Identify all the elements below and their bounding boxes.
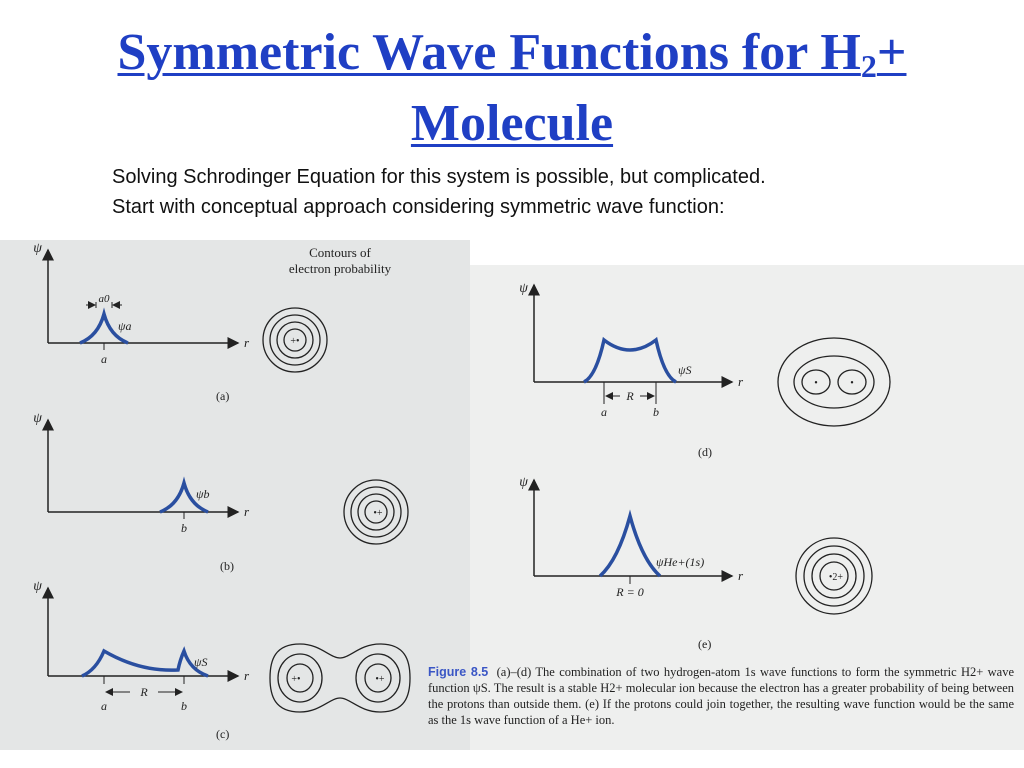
caption-label: Figure 8.5: [428, 665, 489, 679]
panel-c: [33, 579, 410, 741]
panel-b-pos-label: b: [181, 521, 187, 535]
panel-d-r-label: r: [738, 374, 744, 389]
intro-line-1: Solving Schrodinger Equation for this system is possible, but complicated.: [112, 166, 766, 188]
panel-e: [519, 475, 872, 651]
panel-e-sep-label: R = 0: [616, 585, 644, 599]
panel-d: [519, 281, 890, 459]
panel-a: [33, 241, 327, 403]
contours-heading-2: electron probability: [288, 261, 392, 276]
panel-e-psi-label: ψ: [519, 475, 528, 490]
intro-text: [112, 162, 766, 222]
panel-c-sep-label: R: [140, 685, 148, 699]
panel-e-curve: [600, 516, 660, 576]
panel-d-contours: [778, 338, 890, 426]
panel-c-tag: (c): [216, 727, 230, 741]
svg-text:•: •: [814, 378, 818, 389]
panel-b-curve-label: ψb: [196, 487, 210, 501]
panel-d-psi-label: ψ: [519, 281, 528, 296]
panel-a-proton: +•: [290, 336, 300, 347]
panel-b-r-label: r: [244, 504, 250, 519]
panel-d-curve: [584, 340, 676, 382]
contours-heading-1: Contours of: [309, 245, 371, 260]
panel-e-r-label: r: [738, 568, 744, 583]
panel-b-tag: (b): [220, 559, 234, 573]
panel-d-pos-a: a: [601, 405, 607, 419]
title-line-1: Symmetric Wave Functions for $H_2+$: [117, 24, 907, 84]
panel-e-tag: (e): [698, 637, 712, 651]
panel-c-curve: [82, 651, 208, 676]
svg-text:•+: •+: [375, 674, 385, 685]
figure-caption: [428, 664, 1014, 728]
caption-text: (a)–(d) The combination of two hydrogen-atom 1s wave functions to form the symmetric H2+ wave function ψS. The result is a stable H2+ molecular ion because the electron has a greater probability of being between the protons than outside them. (e) If the protons could join together, the resulting wave function would be the same as the 1s wave function of a He+ ion.: [428, 665, 1015, 727]
panel-d-pos-b: b: [653, 405, 659, 419]
panel-d-sep-label: R: [626, 389, 634, 403]
slide-title: [0, 24, 1024, 153]
panel-b-proton: •+: [373, 508, 383, 519]
figure-8-5: [0, 240, 1024, 760]
panel-a-tag: (a): [216, 389, 230, 403]
intro-line-2: Start with conceptual approach considering symmetric wave function:: [112, 196, 725, 218]
panel-b-psi-label: ψ: [33, 411, 42, 426]
svg-text:+•: +•: [291, 674, 301, 685]
panel-a-pos-label: a: [101, 352, 107, 366]
panel-c-pos-b: b: [181, 699, 187, 713]
svg-text:•: •: [850, 378, 854, 389]
panel-c-curve-label: ψS: [194, 655, 208, 669]
panel-c-r-label: r: [244, 668, 250, 683]
panel-a-width-label: a0: [98, 293, 110, 305]
panel-d-tag: (d): [698, 445, 712, 459]
panel-c-psi-label: ψ: [33, 579, 42, 594]
panel-a-psi-label: ψ: [33, 241, 42, 256]
panel-a-curve-label: ψa: [118, 319, 132, 333]
title-line-2: Molecule: [410, 95, 614, 152]
panel-a-r-label: r: [244, 335, 250, 350]
panel-c-pos-a: a: [101, 699, 107, 713]
panel-d-curve-label: ψS: [678, 363, 692, 377]
panel-e-nucleus: •2+: [828, 572, 844, 583]
panel-b: [33, 411, 408, 573]
panel-e-curve-label: ψHe+(1s): [656, 555, 705, 569]
